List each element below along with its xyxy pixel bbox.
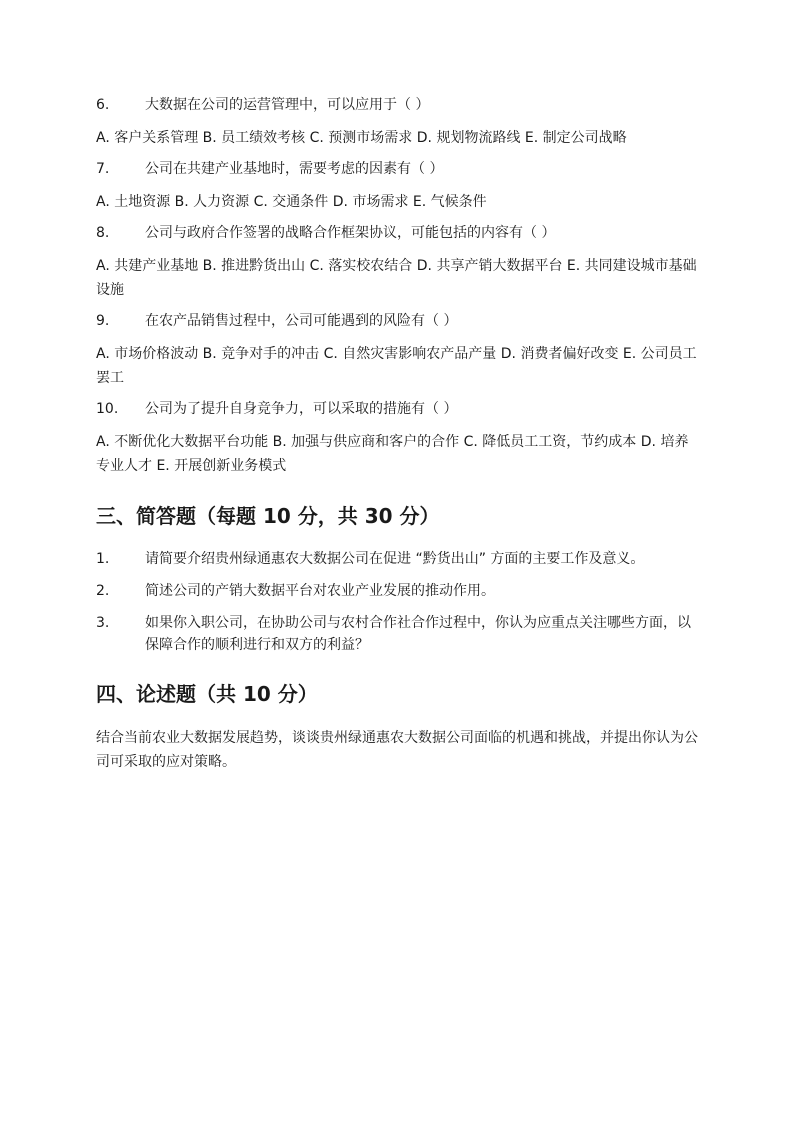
- question-text: 公司为了提升自身竞争力，可以采取的措施有（ ）: [145, 401, 458, 417]
- item-number: 2.: [96, 583, 110, 599]
- question-9: [96, 310, 700, 332]
- question-10-options: A. 不断优化大数据平台功能 B. 加强与供应商和客户的合作 C. 降低员工工资，节约成本 D. 培养专业人才 E. 开展创新业务模式: [96, 434, 689, 474]
- item-text: 如果你入职公司，在协助公司与农村合作社合作过程中，你认为应重点关注哪些方面，以保障合作的顺利进行和双方的利益？: [145, 615, 691, 653]
- question-7: [96, 158, 700, 180]
- question-text: 大数据在公司的运营管理中，可以应用于（ ）: [145, 97, 430, 113]
- section-4-heading: 四、论述题（共 10 分）: [96, 682, 318, 706]
- question-number: 9.: [96, 313, 110, 329]
- section-3-heading: 三、简答题（每题 10 分，共 30 分）: [96, 504, 440, 528]
- question-text: 公司在共建产业基地时，需要考虑的因素有（ ）: [145, 161, 444, 177]
- question-number: 6.: [96, 97, 110, 113]
- item-text: 简述公司的产销大数据平台对农业产业发展的推动作用。: [145, 583, 495, 599]
- question-6: [96, 94, 700, 116]
- question-number: 7.: [96, 161, 110, 177]
- question-number: 10.: [96, 401, 119, 417]
- essay-question-text: 结合当前农业大数据发展趋势，谈谈贵州绿通惠农大数据公司面临的机遇和挑战，并提出你认为公司可采取的应对策略。: [96, 730, 698, 770]
- question-9-options: A. 市场价格波动 B. 竞争对手的冲击 C. 自然灾害影响农产品产量 D. 消费者偏好改变 E. 公司员工罢工: [96, 346, 697, 386]
- item-number: 1.: [96, 551, 110, 567]
- question-text: 在农产品销售过程中，公司可能遇到的风险有（ ）: [145, 313, 458, 329]
- question-8-options: A. 共建产业基地 B. 推进黔货出山 C. 落实校农结合 D. 共享产销大数据平台 E. 共同建设城市基础设施: [96, 258, 697, 298]
- question-8: [96, 222, 700, 244]
- short-answer-section: [96, 548, 700, 656]
- question-10: [96, 398, 700, 420]
- item-text: 请简要介绍贵州绿通惠农大数据公司在促进 “黔货出山” 方面的主要工作及意义。: [145, 551, 645, 567]
- question-7-options: A. 土地资源 B. 人力资源 C. 交通条件 D. 市场需求 E. 气候条件: [96, 194, 487, 210]
- question-6-options: A. 客户关系管理 B. 员工绩效考核 C. 预测市场需求 D. 规划物流路线 E. 制定公司战略: [96, 130, 627, 146]
- short-answer-2: [96, 580, 700, 602]
- item-number: 3.: [96, 615, 110, 631]
- question-number: 8.: [96, 225, 110, 241]
- question-text: 公司与政府合作签署的战略合作框架协议，可能包括的内容有（ ）: [145, 225, 556, 241]
- short-answer-1: [96, 548, 700, 570]
- short-answer-3: [96, 612, 700, 656]
- multiple-choice-section: [96, 94, 700, 478]
